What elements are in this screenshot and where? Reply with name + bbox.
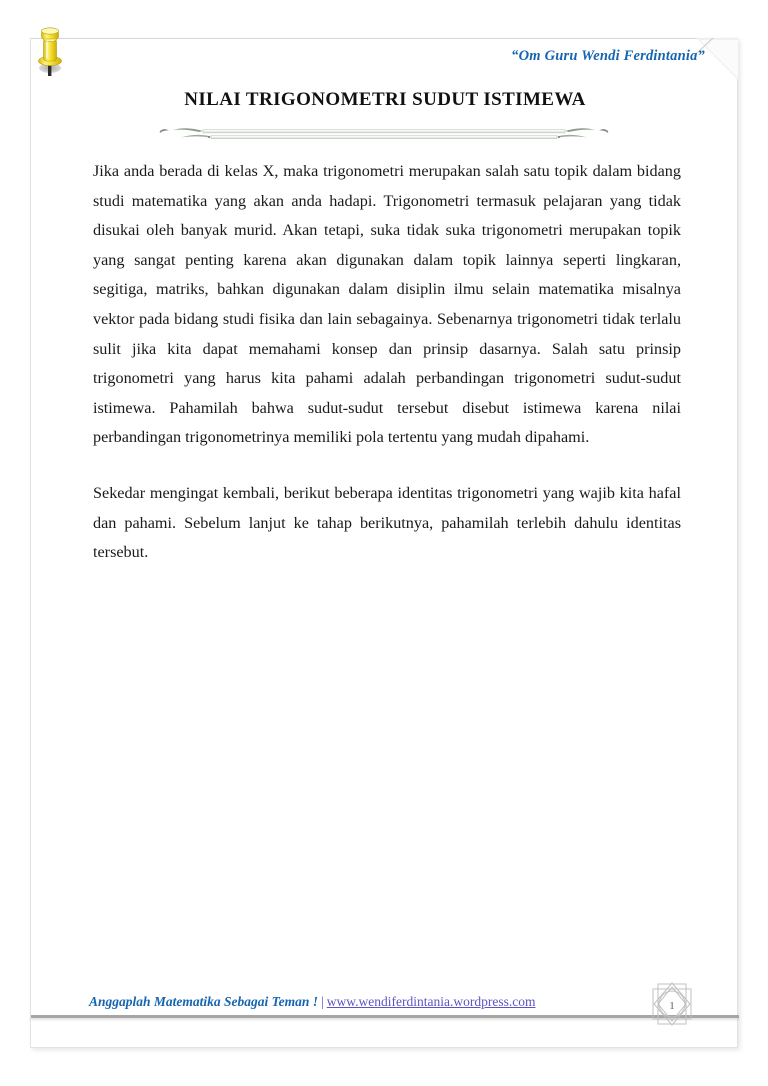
push-pin-graphic [30,22,70,84]
footer [89,994,535,1010]
page-header [31,39,739,79]
footer-website-link[interactable]: www.wendiferdintania.wordpress.com [326,994,536,1009]
page-number-badge [645,981,699,1031]
footer-divider [31,1015,739,1018]
divider-graphic [159,123,609,145]
body-paragraph: Jika anda berada di kelas X, maka trigonometri merupakan salah satu topik dalam bidang studi matematika yang akan anda hadapi. Trigonometri termasuk pelajaran yang tidak disukai oleh banyak murid. Akan tetapi, suka tidak suka trigonometri merupakan topik yang sangat penting karena akan digunakan dalam topik lainnya seperti lingkaran, segitiga, matriks, bahkan digunakan dalam disiplin ilmu selain matematika misalnya vektor pada bidang studi fisika dan lain sebagainya. Sebenarnya trigonometri tidak terlalu sulit jika kita dapat memahami konsep dan prinsip dasarnya. Salah satu prinsip trigonometri yang harus kita pahami adalah perbandingan trigonometri sudut-sudut istimewa. Pahamilah bahwa sudut-sudut tersebut disebut istimewa karena nilai perbandingan trigonometrinya memiliki pola tertentu yang mudah dipahami. [93,162,681,447]
document-body [93,157,681,568]
body-paragraph: Sekedar mengingat kembali, berikut beberapa identitas trigonometri yang wajib kita hafal dan pahami. Sebelum lanjut ke tahap berikutnya, pahamilah terlebih dahulu identitas tersebut. [93,483,681,562]
page-number-value: 1 [669,999,675,1012]
page-frame [30,38,738,1048]
footer-separator: | [321,994,324,1009]
footer-tagline: Anggaplah Matematika Sebagai Teman ! [89,994,319,1009]
page-title: NILAI TRIGONOMETRI SUDUT ISTIMEWA [184,89,586,110]
push-pin-icon [30,22,70,84]
ornamental-divider-icon [159,123,609,145]
header-quote: “Om Guru Wendi Ferdintania” [511,48,705,64]
